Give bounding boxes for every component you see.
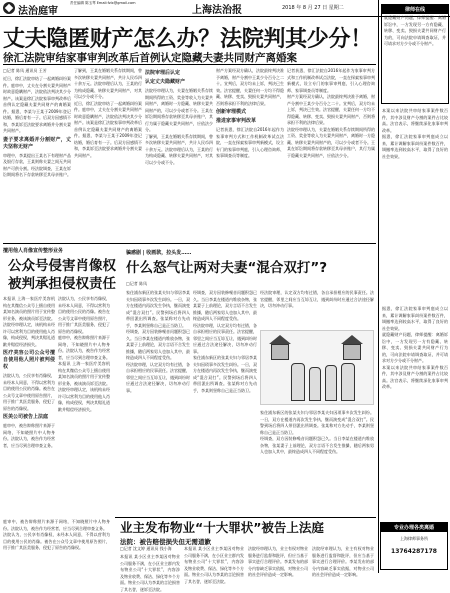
sidebar-column-2 bbox=[382, 306, 448, 518]
article-column-3 bbox=[145, 68, 213, 240]
story-kicker: 骗感剧 | 收画款，拉头发…… bbox=[126, 250, 192, 256]
person-figure-icon bbox=[291, 363, 305, 401]
article-paragraph: 近日，徐汇法院审结了一起离婚纠纷案件。庭审中，丈夫在分割夫妻共同财产时故意隐瞒财产，法院依法判决其少分财产。该案是徐汇法院家事审判改革后首例认定隐藏夫妻共同财产的离婚案件。据悉，李某与王某于2009年登记结婚，婚后育有一子。后双方因感情不和，李某诉至法院要求离婚并分割夫妻共同财产。 bbox=[74, 100, 142, 158]
article-subheading: 医美公司被告上法庭 bbox=[3, 414, 49, 420]
ad-title: 专业办理各类离婚 bbox=[381, 523, 447, 532]
article-paragraph: 经调查，双方因装修噪音问题积怨已久。当日李某在楼道内堆放杂物，张某妻子上前理论，双方言语不合发生推搡，随后两家男人也加入其中，最终造成四人不同程度受伤。 bbox=[260, 436, 374, 454]
article-column-5 bbox=[287, 68, 375, 240]
story-headline: 什么怒气让两对夫妻“混合双打”? bbox=[126, 260, 328, 276]
bottom-column-1: □记者 沈文婷 通讯员 钱小海 本报讯 某小区业主李某因对物业公司服务不满，在小区业主群内发布物业公司“十大罪状”，内容涉及物业收费、保洁、绿化等多个方面。物业公司认为李某的言论损害了其名誉，遂诉至法院。 bbox=[120, 546, 180, 592]
article-paragraph: 经调查，双方因装修噪音问题积怨已久。当日李某在楼道内堆放杂物，张某妻子上前理论，双方言语不合发生推搡，随后两家男人也加入其中，最终造成四人不同程度受伤。 bbox=[193, 290, 257, 321]
article-subheading: 创新审理模式 bbox=[216, 109, 247, 115]
house-icon bbox=[343, 344, 361, 360]
article-subheading: 医疗美容公司公众号擅自使用他人照片被判侵权 bbox=[3, 350, 55, 370]
mid-story-column-3 bbox=[260, 290, 374, 328]
article-paragraph: 近日，徐汇法院审结了一起离婚纠纷案件。庭审中，丈夫在分割夫妻共同财产时故意隐瞒财产，法院依法判决其少分财产。该案是徐汇法院家事审判改革后首例认定隐藏夫妻共同财产的离婚案件。据悉，李某与王某于2009年登记结婚，婚后育有一子。后双方因感情不和，李某诉至法院要求离婚并分割夫妻共同财产。 bbox=[3, 76, 71, 133]
article-paragraph: 法院经审理认为，夫妻在婚姻关系存续期间所得的工资、奖金等收入为夫妻共同财产，离婚时一方隐藏、转移夫妻共同财产的，可以少分或者不分。王某在诉讼期间将存款转移至其母亲账户，其行为属于隐藏夫妻共同财产，应依法少分。 bbox=[145, 88, 213, 132]
issue-date: 2018 年 8 月 27 日 星期二 bbox=[282, 5, 344, 11]
article-paragraph: 本案以来法院共审结家事案件数百件，其中涉及财产分割的案件占比较高。法官表示，将继续深化家事审判改革。 bbox=[382, 364, 448, 389]
article-subheading: 推进家事审判改革 bbox=[216, 118, 257, 124]
left-story-column-2 bbox=[58, 296, 110, 516]
article-paragraph: 经法院审理，认定双方均有过错，各自承担相应的民事责任。法官提醒，邻里之间应当互谅互让，遇到纠纷时应通过合法途径解决，切勿冲动行事。 bbox=[126, 361, 190, 393]
article-paragraph: 审理中，李某提出王某名下有理财产品及银行存款，王某则称夫妻之间无共同财产可供分割。经法院调查，王某在诉讼期间将名下存款转移至其母亲账户。 bbox=[3, 152, 71, 177]
story-headline-line1: 公众号侵害肖像权 bbox=[8, 258, 116, 274]
article-paragraph: 家住浦东新区的张某夫妇与邻居李某夫妇因琐事多次发生纠纷。一日，双方在楼道内再次发生争执，继而演变成“混合双打”。民警到场后将四人带回派出所调查。张某称对方先动手，李某则坚称自己是正当防卫。 bbox=[193, 355, 257, 393]
story-headline-line2: 被判承担侵权责任 bbox=[8, 276, 116, 292]
article-column-2 bbox=[74, 68, 142, 240]
story-illustration bbox=[260, 330, 374, 405]
bottom-column-2 bbox=[184, 546, 244, 584]
story-byline: □记者 陈凤 bbox=[126, 281, 148, 286]
left-story-column-1 bbox=[3, 296, 55, 516]
sidebar-column bbox=[382, 108, 448, 303]
divider bbox=[3, 243, 376, 244]
article-paragraph: 本案以来法院共审结家事案件数百件，其中涉及财产分割的案件占比较高。法官表示，将继续深化家事审判改革。 bbox=[382, 108, 448, 133]
ad-phone: 13764287178 bbox=[391, 548, 437, 555]
article-column-1 bbox=[3, 68, 71, 240]
article-paragraph: 了解到，王某在婚姻关系存续期间，曾多次转移夫妻共同财产，共计人民币四十余万元。法院审理后认为，王某的行为构成隐藏、转移夫妻共同财产，对其可以少分或不分。 bbox=[145, 133, 213, 165]
sidebar-box-title: 律师在线 bbox=[382, 5, 448, 14]
article-paragraph: 经调查，双方因装修噪音问题积怨已久。当日李某在楼道内堆放杂物，张某妻子上前理论，双方言语不合发生推搡，随后两家男人也加入其中，最终造成四人不同程度受伤。 bbox=[126, 329, 190, 360]
divider bbox=[115, 517, 376, 518]
divider bbox=[3, 64, 376, 65]
main-headline: 丈夫隐匿财产怎么办？法院判其少分！ bbox=[3, 27, 372, 52]
article-paragraph: 据悉，徐汇法院家事审判庭成立以来，累计调解家事纠纷案件数百件，调撤率达到较高水平，取得了良好的社会效果。 bbox=[382, 306, 448, 331]
article-paragraph: 本报讯 上海一家医疗美容机构在其微信公众号上擅自使用某知名演员的照片用于宣传整形业务，被该演员诉至法院。法院经审理认定，该机构未经许可以营利为目的使用他人肖像，构成侵权，判决其赔礼道歉并赔偿经济损失。 bbox=[3, 296, 55, 347]
article-paragraph: 财产方案经双方确认，法院最终判决准予离婚，财产分割中王某少分百分之二十。宣判后，双方均未上诉，判决已生效。法官提醒，夫妻任何一方均不得隐藏、转移、变卖、毁损夫妻共同财产，否则将承担不利的法律后果。 bbox=[216, 68, 284, 106]
article-paragraph: 本报讯 某小区业主李某因对物业公司服务不满，在小区业主群内发布物业公司“十大罪状”，内容涉及物业收费、保洁、绿化等多个方面。物业公司认为李某的言论损害了其名誉，遂诉至法院。 bbox=[120, 554, 180, 592]
article-paragraph: 庭审中，被告辩称照片来源于网络，不知晓照片中人物身份。法院认为，被告作为经营者，应当尽到合理审查义务。 bbox=[58, 335, 110, 360]
house-roof-icon bbox=[341, 335, 363, 344]
story-kicker: 擅用他人肖像宣传整形业务 bbox=[3, 248, 64, 254]
lawyer-advertisement bbox=[380, 522, 448, 570]
article-paragraph: 法院经审理认为，业主有权对物业服务进行监督和批评，但应当基于事实进行合理评价。李某发布的部分内容缺乏事实依据，对物业公司的社会评价造成一定影响。 bbox=[312, 546, 374, 577]
person-figure-icon bbox=[325, 365, 337, 401]
mid-story-column-1 bbox=[126, 290, 190, 516]
article-paragraph: 记者获悉，徐汇法院自2016年起作为家事审判方式和工作机制改革试点法院，一直在探索家事审判新模式，设立专门的家事审判庭，引入心理咨询师、家事调查员等制度。 bbox=[287, 68, 375, 93]
article-paragraph: 法院认为，公民享有肖像权，未经本人同意，不得以营利为目的使用公民的肖像。被告在公众号文章中使用原告照片，用于推广其医美服务，侵犯了原告的肖像权。 bbox=[3, 532, 110, 550]
ad-text: 上海律师事务所 bbox=[400, 536, 428, 541]
article-paragraph: 法院认为，公民享有肖像权，未经本人同意，不得以营利为目的使用公民的肖像。被告在公众号文章中使用原告照片，用于推广其医美服务，侵犯了原告的肖像权。 bbox=[58, 296, 110, 334]
bottom-column-4 bbox=[312, 546, 374, 577]
mid-story-column-3b bbox=[260, 410, 374, 515]
paper-name: 上海法治报 bbox=[192, 5, 242, 16]
right-sidebar bbox=[378, 0, 450, 573]
article-paragraph: 法院认为，公民享有肖像权，未经本人同意，不得以营利为目的使用公民的肖像。被告在公众号文章中使用原告照片，用于推广其医美服务，侵犯了原告的肖像权。 bbox=[3, 373, 55, 411]
person-figure-icon bbox=[341, 363, 355, 401]
article-subheading: 妻子要求离婚并分割财产，丈夫坚称无财产 bbox=[3, 136, 71, 150]
article-paragraph: 法院经审理认为，夫妻在婚姻关系存续期间所得的工资、奖金等收入为夫妻共同财产，离婚时一方隐藏、转移夫妻共同财产的，可以少分或者不分。王某在诉讼期间将存款转移至其母亲账户，其行为属于隐藏夫妻共同财产，应依法少分。 bbox=[287, 126, 375, 158]
article-byline: □记者 陈凤 通讯员 王芳 bbox=[3, 68, 47, 73]
article-paragraph: 家住浦东新区的张某夫妇与邻居李某夫妇因琐事多次发生纠纷。一日，双方在楼道内再次发生争执，继而演变成“混合双打”。民警到场后将四人带回派出所调查。张某称对方先动手，李某则坚称自己是正当防卫。 bbox=[260, 410, 374, 435]
article-paragraph: 本报讯 某小区业主李某因对物业公司服务不满，在小区业主群内发布物业公司“十大罪状”，内容涉及物业收费、保洁、绿化等多个方面。物业公司认为李某的言论损害了其名誉，遂诉至法院。 bbox=[184, 546, 244, 584]
house-roof-icon bbox=[269, 335, 291, 344]
article-paragraph: 记者获悉，徐汇法院自2016年起作为家事审判方式和工作机制改革试点法院，一直在探索家事审判新模式，设立专门的家事审判庭，引入心理咨询师、家事调查员等制度。 bbox=[216, 127, 284, 158]
house-icon bbox=[271, 344, 289, 360]
newspaper-logo-icon bbox=[3, 2, 15, 14]
bottom-column-3 bbox=[248, 546, 308, 577]
article-subheading: 认定丈夫隐藏财产 bbox=[145, 79, 186, 85]
article-paragraph: 财产方案经双方确认，法院最终判决准予离婚，财产分割中王某少分百分之二十。宣判后，双方均未上诉，判决已生效。法官提醒，夫妻任何一方均不得隐藏、转移、变卖、毁损夫妻共同财产，否则将承担不利的法律后果。 bbox=[287, 94, 375, 125]
person-figure-icon bbox=[309, 367, 321, 401]
article-paragraph: 经法院审理，认定双方均有过错，各自承担相应的民事责任。法官提醒，邻里之间应当互谅互让，遇到纠纷时应通过合法途径解决，切勿冲动行事。 bbox=[260, 290, 374, 308]
bottom-headline: 业主发布物业“十大罪状”被告上法庭 bbox=[120, 520, 324, 535]
article-paragraph: 经法院审理，认定双方均有过错，各自承担相应的民事责任。法官提醒，邻里之间应当互谅互让，遇到纠纷时应通过合法途径解决，切勿冲动行事。 bbox=[193, 322, 257, 354]
article-paragraph: 本报讯 上海一家医疗美容机构在其微信公众号上擅自使用某知名演员的照片用于宣传整形业务，被该演员诉至法院。法院经审理认定，该机构未经许可以营利为目的使用他人肖像，构成侵权，判决其赔礼道歉并赔偿经济损失。 bbox=[58, 361, 110, 412]
article-column-4 bbox=[216, 68, 284, 240]
article-paragraph: 了解到，王某在婚姻关系存续期间，曾多次转移夫妻共同财产，共计人民币四十余万元。法院审理后认为，王某的行为构成隐藏、转移夫妻共同财产，对其可以少分或不分。 bbox=[74, 68, 142, 99]
editor-info: 责任编辑 陈玉琴 Email:fzlx@gmail.com bbox=[70, 1, 136, 5]
article-paragraph: 家住浦东新区的张某夫妇与邻居李某夫妇因琐事多次发生纠纷。一日，双方在楼道内再次发生争执，继而演变成“混合双打”。民警到场后将四人带回派出所调查。张某称对方先动手，李某则坚称自己是正当防卫。 bbox=[126, 290, 190, 328]
article-paragraph: 庭审中，被告辩称照片来源于网络，不知晓照片中人物身份。法院认为，被告作为经营者，应当尽到合理审查义务。 bbox=[3, 519, 110, 531]
mid-story-column-2 bbox=[193, 290, 257, 516]
section-name: 法治庭审 bbox=[18, 6, 58, 17]
sidebar-box-lawyer bbox=[381, 4, 449, 104]
main-subhead: 徐汇法院审结家事审判改革后首例认定隐藏夫妻共同财产离婚案 bbox=[3, 52, 297, 64]
bottom-subhead: 法院：被告赔偿损失但无需道歉 bbox=[120, 538, 211, 546]
article-subheading: 法院审理后认定 bbox=[145, 70, 181, 76]
article-paragraph: 庭审中，被告辩称照片来源于网络，不知晓照片中人物身份。法院认为，被告作为经营者，应当尽到合理审查义务。 bbox=[3, 423, 55, 448]
left-bottom-column bbox=[3, 519, 110, 573]
article-paragraph: 法院经审理认为，业主有权对物业服务进行监督和批评，但应当基于事实进行合理评价。李某发布的部分内容缺乏事实依据，对物业公司的社会评价造成一定影响。 bbox=[248, 546, 308, 577]
article-paragraph: 据悉，徐汇法院家事审判庭成立以来，累计调解家事纠纷案件数百件，调撤率达到较高水平，取得了良好的社会效果。 bbox=[382, 134, 448, 159]
sidebar-box-text: 就隐藏财产问题，律师提醒：离婚诉讼中，一方发现另一方有隐藏、转移、变卖、毁损夫妻共同财产行为的，可向法院申请调查取证，并可请求对方少分或不分财产。 bbox=[384, 15, 446, 46]
article-paragraph: 就隐藏财产问题，律师提醒：离婚诉讼中，一方发现另一方有隐藏、转移、变卖、毁损夫妻共同财产行为的，可向法院申请调查取证，并可请求对方少分或不分财产。 bbox=[382, 332, 448, 363]
